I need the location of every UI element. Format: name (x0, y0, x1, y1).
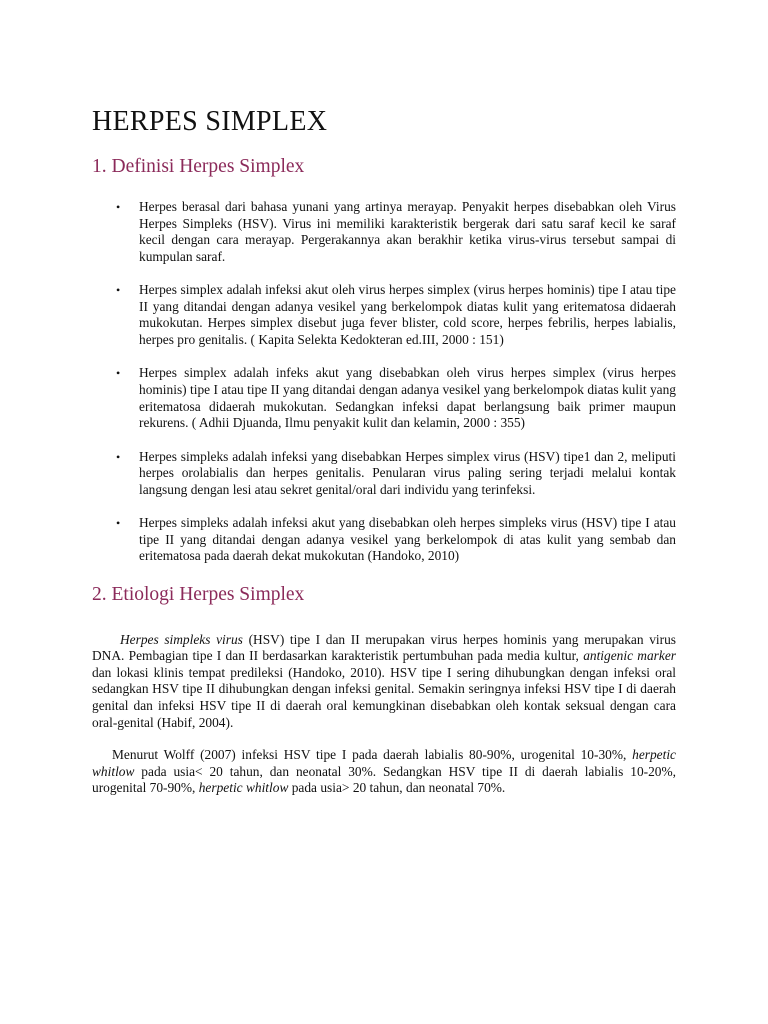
list-item-text: Herpes simpleks adalah infeksi akut yang disebabkan oleh herpes simpleks virus (HSV) tipe I atau tipe II yang ditandai dengan adanya vesikel yang berkelompok di atas kulit yang sembab dan eritematosa pada daerah dekat mukokutan (Handoko, 2010) (139, 515, 676, 564)
bullet-icon: • (116, 366, 121, 381)
section-heading-definisi: 1. Definisi Herpes Simplex (92, 156, 305, 177)
italic-term: Herpes simpleks virus (120, 631, 243, 647)
list-item-text: Herpes simplex adalah infeksi akut oleh virus herpes simplex (virus herpes hominis) tipe I atau tipe II yang ditandai dengan adanya vesikel yang berkelompok diatas kulit yang eritematosa didaerah mukokutan. Herpes simplex disebut juga fever blister, cold score, herpes febrilis, herpes labialis, herpes pro genitalis. ( Kapita Selekta Kedokteran ed.III, 2000 : 151) (139, 282, 676, 347)
paragraph-text: pada usia< 20 tahun, dan neonatal 30%. Sedangkan HSV tipe II di daerah labialis 10-20%, urogenital 70-90%, (92, 763, 676, 796)
list-item (92, 515, 676, 565)
italic-term: herpetic whitlow (92, 747, 676, 779)
paragraph-text: Menurut Wolff (2007) infeksi HSV tipe I pada daerah labialis 80-90%, urogenital 10-30%, (112, 747, 633, 763)
list-item (92, 199, 676, 265)
bullet-icon: • (116, 449, 121, 464)
list-item (92, 365, 676, 431)
section-heading-etiologi: 2. Etiologi Herpes Simplex (92, 583, 305, 605)
bullet-icon: • (116, 283, 121, 298)
bullet-icon: • (116, 200, 121, 214)
list-item (92, 449, 676, 499)
document-page (92, 104, 676, 797)
bullet-icon: • (116, 516, 121, 531)
document-title: HERPES SIMPLEX (92, 106, 328, 137)
etiology-paragraph-2 (92, 747, 676, 797)
etiology-paragraph-1 (92, 632, 676, 732)
paragraph-text: pada usia> 20 tahun, dan neonatal 70%. (288, 780, 506, 796)
definition-list (92, 199, 676, 565)
list-item (92, 282, 676, 348)
italic-term: herpetic whitlow (198, 780, 289, 796)
paragraph-text: (HSV) tipe I dan II merupakan virus herpes hominis yang merupakan virus DNA. Pembagian tipe I dan II berdasarkan karakteristik pertumbuhan pada media kultur, (92, 631, 676, 664)
list-item-text: Herpes berasal dari bahasa yunani yang artinya merayap. Penyakit herpes disebabkan oleh Virus Herpes Simpleks (HSV). Virus ini memiliki karakteristik bergerak dari satu saraf kecil ke saraf kecil dengan cara merayap. Pergerakannya akan berakhir ketika virus-virus tersebut sampai di kumpulan saraf. (139, 199, 676, 264)
list-item-text: Herpes simpleks adalah infeksi yang disebabkan Herpes simplex virus (HSV) tipe1 dan 2, meliputi herpes orolabialis dan herpes genitalis. Penularan virus paling sering terjadi melalui kontak langsung dengan lesi atau sekret genital/oral dari individu yang terinfeksi. (139, 448, 676, 497)
paragraph-text: dan lokasi klinis tempat predileksi (Handoko, 2010). HSV tipe I sering dihubungkan dengan infeksi oral sedangkan HSV tipe II dihubungkan dengan infeksi genital. Semakin seringnya infeksi HSV tipe I di daerah genital dan infeksi HSV tipe II di daerah oral kemungkinan disebabkan oleh kontak seksual dengan cara oral-genital (Habif, 2004). (92, 664, 676, 730)
list-item-text: Herpes simplex adalah infeks akut yang disebabkan oleh virus herpes simplex (virus herpes hominis) tipe I atau tipe II yang ditandai dengan adanya vesikel yang berkelompok diatas kulit yang eritematosa didaerah mukokutan. Sedangkan infeksi dapat berlangsung baik primer maupun rekurens. ( Adhii Djuanda, Ilmu penyakit kulit dan kelamin, 2000 : 355) (139, 365, 676, 431)
italic-term: antigenic marker (583, 648, 676, 664)
